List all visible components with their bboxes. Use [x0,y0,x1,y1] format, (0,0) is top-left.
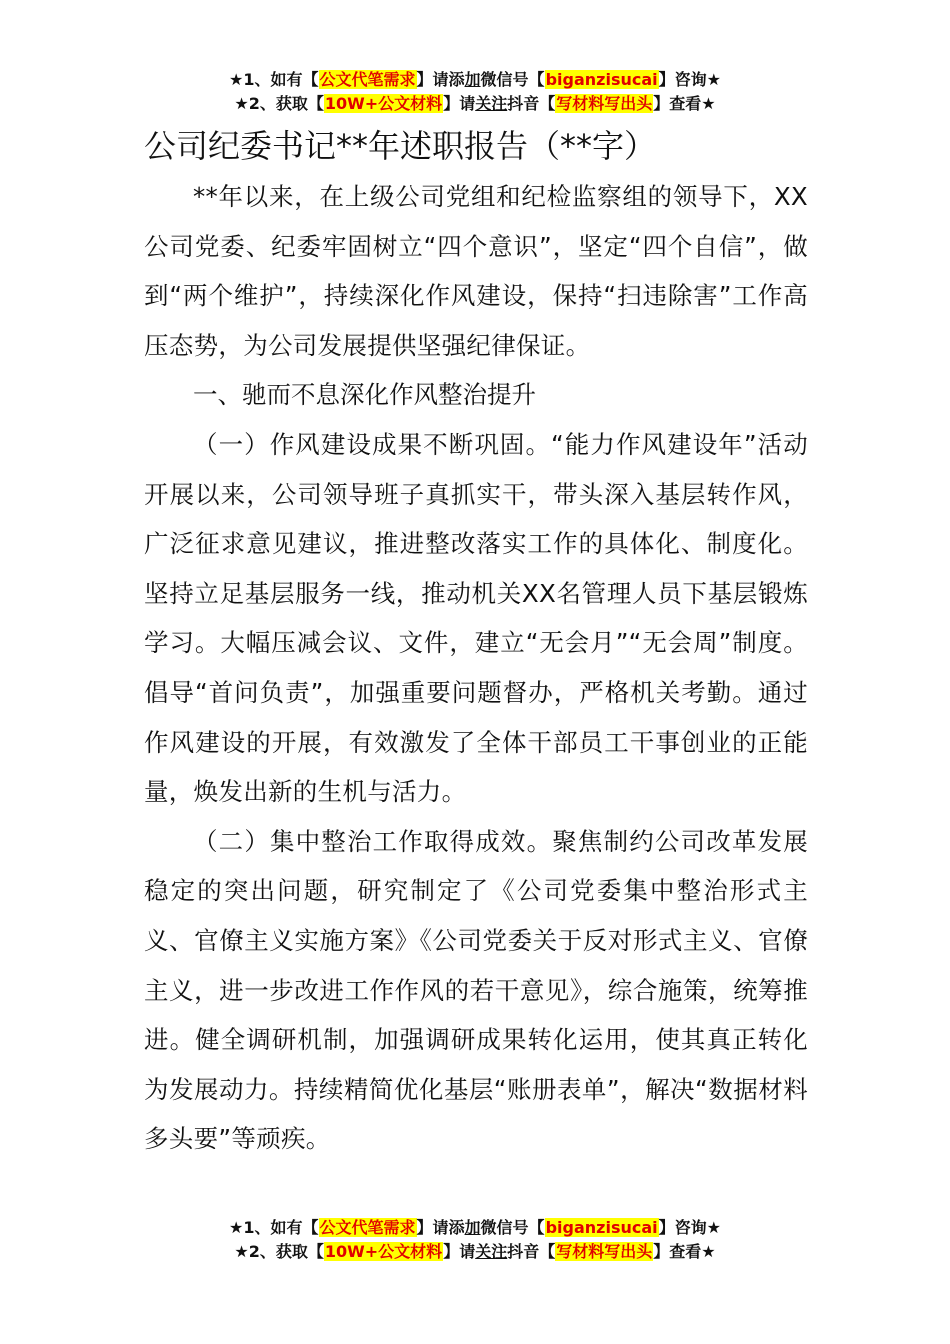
paragraph-1: （一）作风建设成果不断巩固。“能力作风建设年”活动开展以来，公司领导班子真抓实干，带头深入基层转作风，广泛征求意见建议，推进整改落实工作的具体化、制度化。坚持立足基层服务一线，推动机关XX名管理人员下基层锻炼学习。大幅压减会议、文件，建立“无会月”“无会周”制度。倡导“首问负责”，加强重要问题督办，严格机关考勤。通过作风建设的开展，有效激发了全体干部员工干事创业的正能量，焕发出新的生机与活力。 [144,429,808,807]
promo-text: 】请添 [416,1218,465,1237]
promo-text: ★2、获取【 [234,1242,324,1261]
promo-line-2 [0,1240,950,1264]
promo-line-1 [0,1216,950,1240]
promo-highlight-service: 公文代笔需求 [319,70,416,89]
document-body [144,120,808,1164]
promo-highlight-wechat-id: biganzisucai [545,70,658,89]
promo-text: ★1、如有【 [229,70,319,89]
promo-text: 】请添 [416,70,465,89]
promo-text: 】请 [443,1242,476,1261]
bottom-promo-banner [0,1216,950,1264]
promo-text: 】请 [443,94,476,113]
promo-text: 抖音【 [507,94,556,113]
promo-text: 微信号【 [480,1218,545,1237]
promo-text: ★2、获取【 [234,94,324,113]
intro-paragraph: **年以来，在上级公司党组和纪检监察组的领导下，XX公司党委、纪委牢固树立“四个意识”，坚定“四个自信”，做到“两个维护”，持续深化作风建设，保持“扫违除害”工作高压态势，为公司发展提供坚强纪律保证。 [144,182,808,360]
promo-text: ★1、如有【 [229,1218,319,1237]
document-title: 公司纪委书记**年述职报告（**字） [144,127,657,165]
promo-highlight-service: 公文代笔需求 [319,1218,416,1237]
promo-text: 】咨询★ [658,70,721,89]
promo-highlight-douyin: 写材料写出头 [556,94,653,113]
promo-line-2 [0,92,950,116]
paragraph-2: （二）集中整治工作取得成效。聚焦制约公司改革发展稳定的突出问题，研究制定了《公司党委集中整治形式主义、官僚主义实施方案》《公司党委关于反对形式主义、官僚主义，进一步改进工作作风的若干意见》，综合施策，统筹推进。健全调研机制，加强调研成果转化运用，使其真正转化为发展动力。持续精简优化基层“账册表单”，解决“数据材料多头要”等顽疾。 [144,826,808,1154]
promo-text: 】查看★ [653,1242,716,1261]
section-heading: 一、驰而不息深化作风整治提升 [193,380,536,410]
promo-text: 】咨询★ [658,1218,721,1237]
promo-emphasis: 加 [464,70,481,89]
promo-highlight-materials: 10W+公文材料 [324,1242,443,1261]
top-promo-banner [0,68,950,116]
promo-line-1 [0,68,950,92]
promo-text: 】查看★ [653,94,716,113]
promo-emphasis: 关注 [475,94,508,113]
promo-emphasis: 加 [464,1218,481,1237]
promo-emphasis: 关注 [475,1242,508,1261]
promo-text: 抖音【 [507,1242,556,1261]
promo-highlight-materials: 10W+公文材料 [324,94,443,113]
promo-text: 微信号【 [480,70,545,89]
promo-highlight-wechat-id: biganzisucai [545,1218,658,1237]
promo-highlight-douyin: 写材料写出头 [556,1242,653,1261]
